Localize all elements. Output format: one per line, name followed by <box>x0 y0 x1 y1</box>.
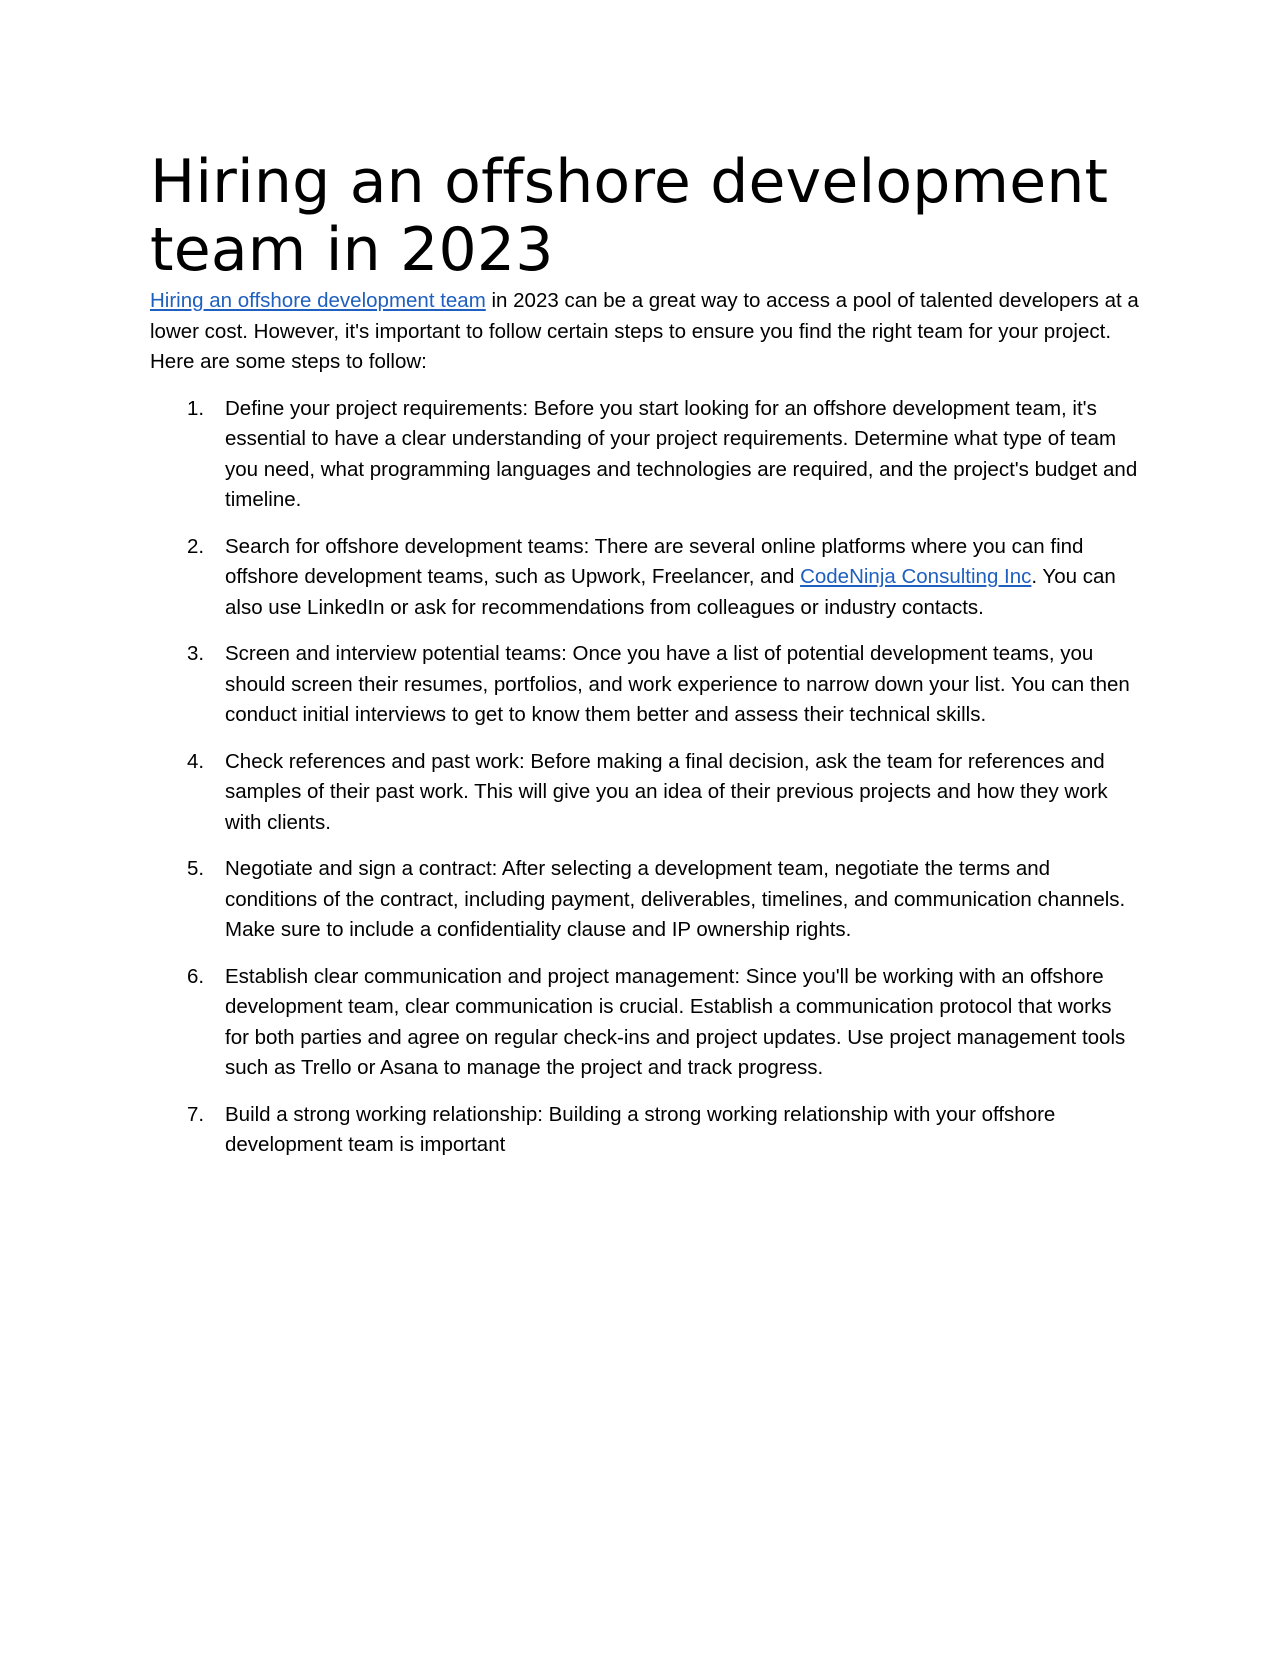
list-number: 4. <box>187 749 205 773</box>
intro-paragraph <box>150 286 1140 378</box>
list-number: 2. <box>187 534 205 558</box>
list-item-text-after: . You can also use LinkedIn or ask for recommendations from colleagues or industry contacts. <box>225 565 1116 619</box>
list-item-text: Build a strong working relationship: Building a strong working relationship with your offshore development team is important <box>225 1102 1056 1156</box>
intro-text: in 2023 can be a great way to access a pool of talented developers at a lower cost. However, it's important to follow certain steps to ensure you find the right team for your project. Here are some steps to follow: <box>150 289 1139 373</box>
list-item-text: Negotiate and sign a contract: After selecting a development team, negotiate the terms and conditions of the contract, including payment, deliverables, timelines, and communication channels. Make sure to include a confidentiality clause and IP ownership rights. <box>225 857 1126 941</box>
list-item-step-2 <box>150 532 1140 624</box>
list-item-text: Define your project requirements: Before you start looking for an offshore development team, it's essential to have a clear understanding of your project requirements. Determine what type of team you need, what programming languages and technologies are required, and the project's budget and timeline. <box>225 396 1138 511</box>
list-item-step-6 <box>150 962 1140 1084</box>
list-number: 6. <box>187 964 205 988</box>
list-item-step-4 <box>150 747 1140 839</box>
list-number: 5. <box>187 857 205 880</box>
intro-link[interactable]: Hiring an offshore development team <box>150 289 486 312</box>
list-item-text: Search for offshore development teams: There are several online platforms where you can find offshore development teams, such as Upwork, Freelancer, and <box>225 534 1084 588</box>
codeninja-link[interactable]: CodeNinja Consulting Inc <box>800 565 1032 588</box>
list-item-text: Establish clear communication and project management: Since you'll be working with an offshore development team, clear communication is crucial. Establish a communication protocol that works for both parties and agree on regular check-ins and project updates. Use project management tools such as Trello or Asana to manage the project and track progress. <box>225 964 1126 1079</box>
list-item-step-1 <box>150 394 1140 516</box>
list-number: 7. <box>187 1102 205 1126</box>
list-number: 1. <box>187 396 205 420</box>
list-number: 3. <box>187 642 205 665</box>
list-item-step-5 <box>150 854 1140 946</box>
document-title: Hiring an offshore development team in 2023 <box>150 147 1109 285</box>
document-page <box>150 148 1140 1177</box>
list-item-step-3 <box>150 639 1140 731</box>
list-item-text: Check references and past work: Before making a final decision, ask the team for references and samples of their past work. This will give you an idea of their previous projects and how they work with clients. <box>225 749 1108 834</box>
list-item-text: Screen and interview potential teams: Once you have a list of potential development teams, you should screen their resumes, portfolios, and work experience to narrow down your list. You can then conduct initial interviews to get to know them better and assess their technical skills. <box>225 642 1130 726</box>
steps-list <box>150 394 1140 1161</box>
list-item-step-7 <box>150 1100 1140 1161</box>
